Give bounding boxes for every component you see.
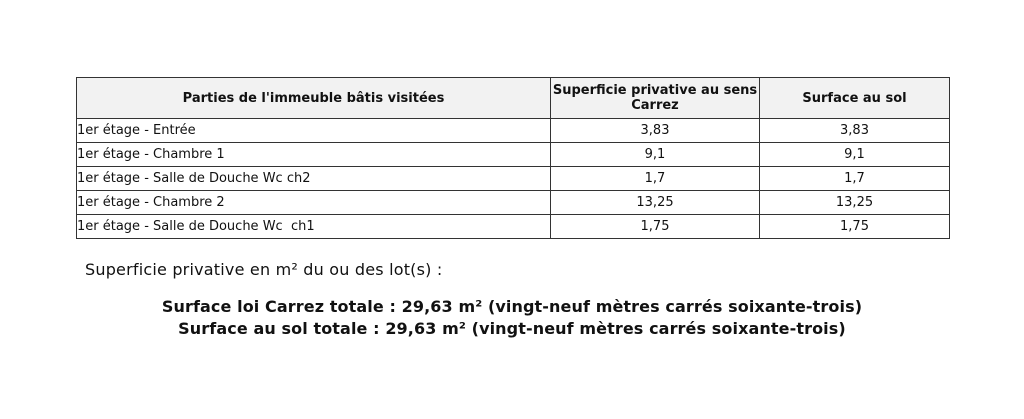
header-row (77, 78, 950, 119)
cell-part: 1er étage - Chambre 1 (77, 143, 551, 167)
table-row (77, 191, 950, 215)
table-row (77, 119, 950, 143)
table-header (77, 78, 950, 119)
header-sol: Surface au sol (760, 78, 950, 119)
cell-carrez: 1,7 (551, 167, 760, 191)
cell-sol: 1,75 (760, 215, 950, 239)
header-parts: Parties de l'immeuble bâtis visitées (77, 78, 551, 119)
cell-part: 1er étage - Entrée (77, 119, 551, 143)
surface-table (76, 77, 950, 239)
cell-part: 1er étage - Chambre 2 (77, 191, 551, 215)
total-sol: Surface au sol totale : 29,63 m² (vingt-neuf mètres carrés soixante-trois) (178, 319, 846, 338)
surface-caption: Superficie privative en m² du ou des lot(s) : (85, 260, 443, 279)
cell-sol: 13,25 (760, 191, 950, 215)
header-carrez: Superficie privative au sens Carrez (551, 78, 760, 119)
cell-part: 1er étage - Salle de Douche Wc ch2 (77, 167, 551, 191)
cell-carrez: 13,25 (551, 191, 760, 215)
table-body (77, 119, 950, 239)
cell-carrez: 1,75 (551, 215, 760, 239)
table-row (77, 167, 950, 191)
table-row (77, 215, 950, 239)
total-carrez: Surface loi Carrez totale : 29,63 m² (vingt-neuf mètres carrés soixante-trois) (161, 297, 863, 316)
cell-sol: 9,1 (760, 143, 950, 167)
cell-sol: 3,83 (760, 119, 950, 143)
table-row (77, 143, 950, 167)
cell-sol: 1,7 (760, 167, 950, 191)
cell-carrez: 3,83 (551, 119, 760, 143)
cell-carrez: 9,1 (551, 143, 760, 167)
cell-part: 1er étage - Salle de Douche Wc ch1 (77, 215, 551, 239)
totals-block (0, 296, 1024, 340)
